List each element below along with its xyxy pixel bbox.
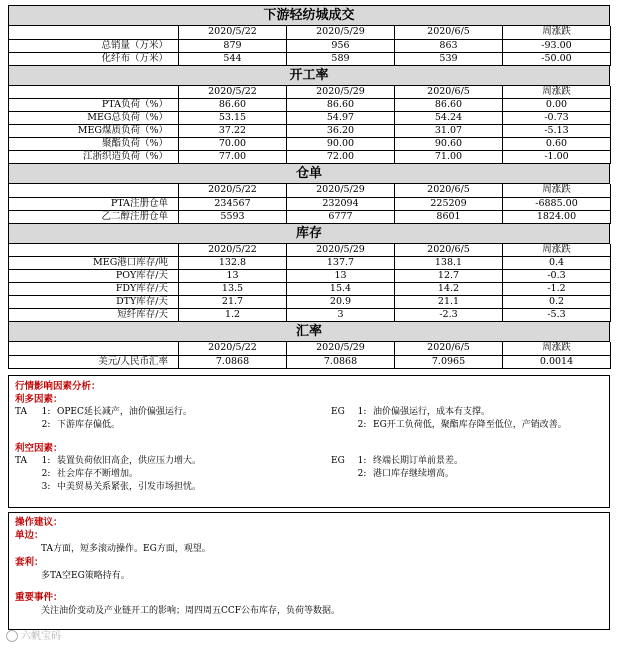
table-row <box>9 257 611 270</box>
section-table <box>8 244 611 323</box>
factor-line <box>15 481 331 494</box>
value-cell: -1.2 <box>503 283 611 296</box>
value-cell: 70.00 <box>179 138 287 151</box>
row-label: 短纤库存/天 <box>9 309 179 322</box>
factor-number: 2: <box>357 468 367 479</box>
value-cell: 71.00 <box>395 151 503 164</box>
bull-title: 利多因素： <box>15 393 63 405</box>
value-cell: 12.7 <box>395 270 503 283</box>
watermark-logo-icon <box>6 630 18 642</box>
row-label: 美元/人民币汇率 <box>9 355 179 368</box>
watermark-text: 六帆宝码 <box>21 631 61 642</box>
factor-text: 社会库存不断增加。 <box>57 468 139 479</box>
value-cell: 225209 <box>395 197 503 210</box>
factor-line <box>15 468 331 481</box>
value-cell: 1.2 <box>179 309 287 322</box>
row-label: FDY库存/天 <box>9 283 179 296</box>
header-cell: 2020/5/22 <box>179 86 287 99</box>
value-cell: 7.0868 <box>287 355 395 368</box>
row-label: PTA负荷（%） <box>9 99 179 112</box>
bear-title: 利空因素： <box>15 442 63 454</box>
factor-tag: EG <box>331 406 345 417</box>
factor-number: 2: <box>41 419 51 430</box>
value-cell: 0.4 <box>503 257 611 270</box>
value-cell: -0.73 <box>503 112 611 125</box>
factor-tag: EG <box>331 455 345 466</box>
header-cell: 周涨跌 <box>503 26 611 39</box>
row-label: MEG港口库存/吨 <box>9 257 179 270</box>
section-table <box>8 26 611 66</box>
factor-line <box>331 419 605 432</box>
value-cell: 7.0868 <box>179 355 287 368</box>
value-cell: 863 <box>395 39 503 52</box>
events-title: 重要事件： <box>15 592 63 603</box>
value-cell: 72.00 <box>287 151 395 164</box>
factor-line <box>15 419 331 432</box>
header-row <box>9 86 611 99</box>
table-row <box>9 355 611 368</box>
header-cell: 2020/6/5 <box>395 184 503 197</box>
arb-title: 套利： <box>15 557 44 568</box>
value-cell: -2.3 <box>395 309 503 322</box>
bull-factors-ta <box>15 406 331 432</box>
factor-tag <box>331 419 351 432</box>
value-cell: 15.4 <box>287 283 395 296</box>
factor-line <box>331 406 605 419</box>
advice-box <box>8 512 610 630</box>
value-cell: 54.24 <box>395 112 503 125</box>
bull-factors <box>15 406 605 432</box>
row-label: 乙二醇注册仓单 <box>9 210 179 223</box>
value-cell: 37.22 <box>179 125 287 138</box>
value-cell: 21.1 <box>395 296 503 309</box>
header-cell <box>9 244 179 257</box>
row-label: 总销量（万米） <box>9 39 179 52</box>
value-cell: 0.00 <box>503 99 611 112</box>
analysis-box <box>8 375 610 508</box>
bull-factors-eg <box>331 406 605 432</box>
table-row <box>9 309 611 322</box>
value-cell: 539 <box>395 52 503 65</box>
row-label: POY库存/天 <box>9 270 179 283</box>
header-cell: 2020/5/29 <box>287 86 395 99</box>
events-text: 关注油价变动及产业链开工的影响；周四周五CCF公布库存，负荷等数据。 <box>41 605 341 616</box>
value-cell: -50.00 <box>503 52 611 65</box>
table-row <box>9 283 611 296</box>
value-cell: 0.60 <box>503 138 611 151</box>
value-cell: 86.60 <box>179 99 287 112</box>
factor-line <box>15 406 331 419</box>
header-cell: 2020/6/5 <box>395 86 503 99</box>
header-cell: 2020/5/22 <box>179 26 287 39</box>
value-cell: -5.13 <box>503 125 611 138</box>
value-cell: 14.2 <box>395 283 503 296</box>
factor-tag <box>331 468 351 481</box>
section-title: 库存 <box>8 223 610 244</box>
arb-text: 多TA空EG策略持有。 <box>41 570 130 581</box>
bear-factors-ta <box>15 455 331 494</box>
header-cell <box>9 342 179 355</box>
factor-number: 1: <box>41 455 51 466</box>
table-row <box>9 39 611 52</box>
value-cell: 36.20 <box>287 125 395 138</box>
factor-tag <box>15 481 35 494</box>
header-cell: 2020/5/22 <box>179 184 287 197</box>
factor-text: 中美贸易关系紧张，引发市场担忧。 <box>57 481 202 492</box>
value-cell: 53.15 <box>179 112 287 125</box>
table-row <box>9 52 611 65</box>
header-cell: 2020/5/29 <box>287 342 395 355</box>
header-cell: 2020/6/5 <box>395 244 503 257</box>
value-cell: 90.00 <box>287 138 395 151</box>
value-cell: 956 <box>287 39 395 52</box>
header-cell: 2020/5/29 <box>287 184 395 197</box>
header-cell: 周涨跌 <box>503 86 611 99</box>
header-row <box>9 342 611 355</box>
factor-text: 下游库存偏低。 <box>57 419 121 430</box>
value-cell: 31.07 <box>395 125 503 138</box>
analysis-title: 行情影响因素分析： <box>15 380 101 392</box>
value-cell: -5.3 <box>503 309 611 322</box>
row-label: MEG煤质负荷（%） <box>9 125 179 138</box>
header-cell: 2020/5/22 <box>179 342 287 355</box>
factor-number: 1: <box>357 455 367 466</box>
header-row <box>9 26 611 39</box>
table-row <box>9 151 611 164</box>
watermark <box>6 627 61 642</box>
table-row <box>9 296 611 309</box>
row-label: 江浙织造负荷（%） <box>9 151 179 164</box>
section-title: 下游轻纺城成交 <box>8 5 610 26</box>
value-cell: 13.5 <box>179 283 287 296</box>
table-row <box>9 125 611 138</box>
factor-text: 终端长期订单前景差。 <box>373 455 464 466</box>
value-cell: 8601 <box>395 210 503 223</box>
single-text: TA方面，短多滚动操作。EG方面，观望。 <box>41 543 211 554</box>
table-row <box>9 99 611 112</box>
single-title: 单边： <box>15 530 44 541</box>
factor-number: 1: <box>41 406 51 417</box>
header-cell: 2020/5/29 <box>287 26 395 39</box>
factor-tag: TA <box>15 406 28 417</box>
header-cell: 2020/5/29 <box>287 244 395 257</box>
factor-number: 2: <box>357 419 367 430</box>
value-cell: 234567 <box>179 197 287 210</box>
value-cell: 90.60 <box>395 138 503 151</box>
table-row <box>9 210 611 223</box>
factor-number: 1: <box>357 406 367 417</box>
value-cell: -93.00 <box>503 39 611 52</box>
table-row <box>9 270 611 283</box>
factor-tag <box>15 419 35 432</box>
value-cell: 7.0965 <box>395 355 503 368</box>
value-cell: 6777 <box>287 210 395 223</box>
factor-tag <box>15 468 35 481</box>
value-cell: -6885.00 <box>503 197 611 210</box>
value-cell: 13 <box>287 270 395 283</box>
value-cell: 13 <box>179 270 287 283</box>
header-cell <box>9 86 179 99</box>
value-cell: 0.0014 <box>503 355 611 368</box>
factor-line <box>331 468 605 481</box>
value-cell: -1.00 <box>503 151 611 164</box>
value-cell: 77.00 <box>179 151 287 164</box>
value-cell: 86.60 <box>287 99 395 112</box>
header-cell: 2020/6/5 <box>395 26 503 39</box>
row-label: MEG总负荷（%） <box>9 112 179 125</box>
factor-text: 油价偏强运行，成本有支撑。 <box>373 406 491 417</box>
value-cell: 1824.00 <box>503 210 611 223</box>
factor-line <box>331 455 605 468</box>
value-cell: 5593 <box>179 210 287 223</box>
section-title: 汇率 <box>8 321 610 342</box>
header-cell: 2020/6/5 <box>395 342 503 355</box>
value-cell: 132.8 <box>179 257 287 270</box>
value-cell: 589 <box>287 52 395 65</box>
factor-text: 港口库存继续增高。 <box>373 468 455 479</box>
value-cell: 138.1 <box>395 257 503 270</box>
bear-factors <box>15 455 605 494</box>
header-cell: 周涨跌 <box>503 342 611 355</box>
value-cell: 86.60 <box>395 99 503 112</box>
factor-number: 2: <box>41 468 51 479</box>
section-table <box>8 86 611 165</box>
row-label: PTA注册仓单 <box>9 197 179 210</box>
section-title: 仓单 <box>8 163 610 184</box>
value-cell: 879 <box>179 39 287 52</box>
header-cell: 2020/5/22 <box>179 244 287 257</box>
row-label: DTY库存/天 <box>9 296 179 309</box>
value-cell: -0.3 <box>503 270 611 283</box>
value-cell: 232094 <box>287 197 395 210</box>
value-cell: 544 <box>179 52 287 65</box>
factor-text: EG开工负荷低，聚酯库存降至低位，产销改善。 <box>373 419 567 430</box>
header-row <box>9 184 611 197</box>
section-table <box>8 184 611 224</box>
section-title: 开工率 <box>8 65 610 86</box>
data-tables <box>8 5 610 369</box>
value-cell: 20.9 <box>287 296 395 309</box>
factor-number: 3: <box>41 481 51 492</box>
table-row <box>9 197 611 210</box>
header-cell <box>9 184 179 197</box>
value-cell: 137.7 <box>287 257 395 270</box>
header-cell: 周涨跌 <box>503 244 611 257</box>
table-row <box>9 112 611 125</box>
value-cell: 0.2 <box>503 296 611 309</box>
header-row <box>9 244 611 257</box>
header-cell: 周涨跌 <box>503 184 611 197</box>
advice-title: 操作建议： <box>15 516 63 528</box>
bear-factors-eg <box>331 455 605 494</box>
factor-text: 装置负荷依旧高企，供应压力增大。 <box>57 455 202 466</box>
section-table <box>8 342 611 369</box>
row-label: 聚酯负荷（%） <box>9 138 179 151</box>
table-row <box>9 138 611 151</box>
factor-text: OPEC延长减产，油价偏强运行。 <box>57 406 192 417</box>
factor-line <box>15 455 331 468</box>
value-cell: 21.7 <box>179 296 287 309</box>
factor-tag: TA <box>15 455 28 466</box>
value-cell: 3 <box>287 309 395 322</box>
header-cell <box>9 26 179 39</box>
report-root <box>8 6 610 630</box>
row-label: 化纤布（万米） <box>9 52 179 65</box>
value-cell: 54.97 <box>287 112 395 125</box>
